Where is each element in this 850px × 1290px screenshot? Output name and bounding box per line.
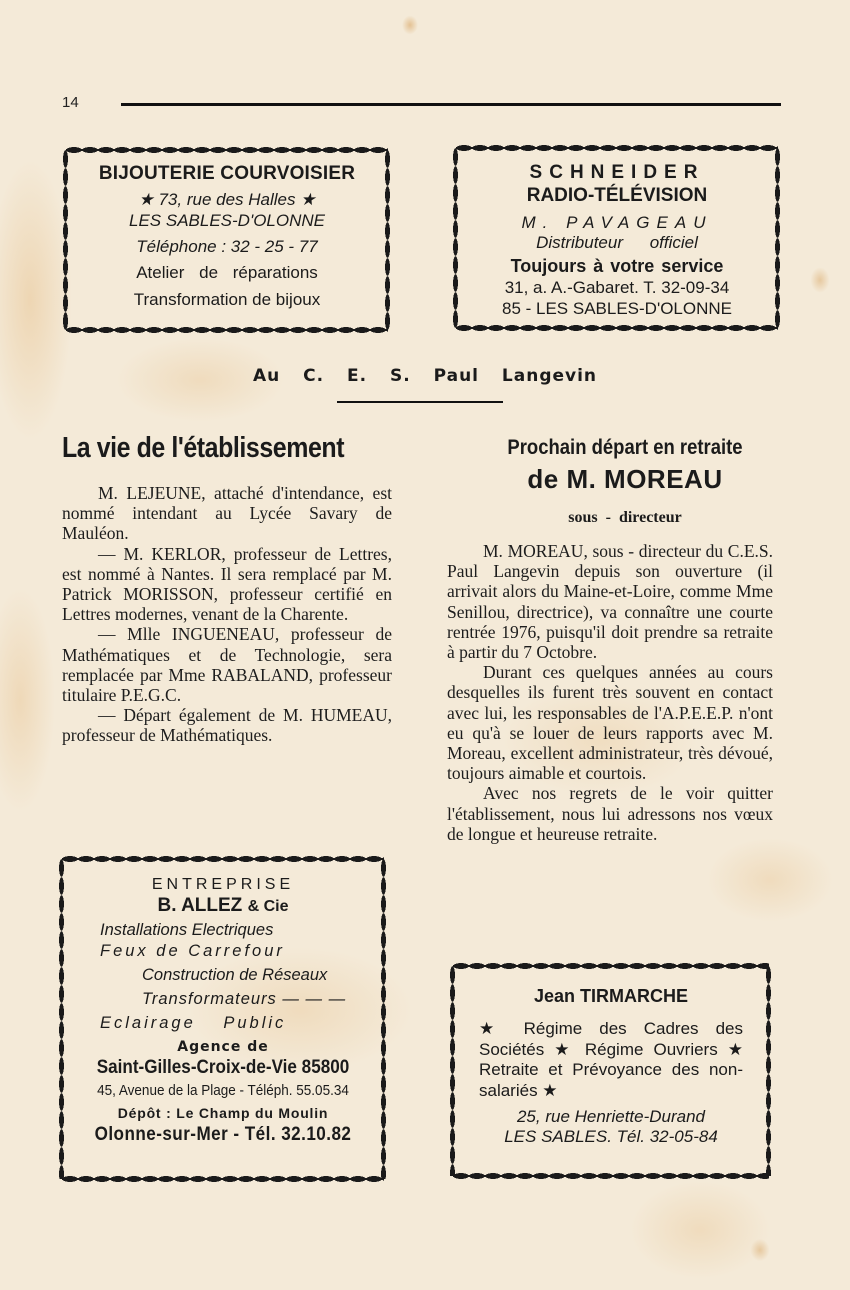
ad-service: Installations Electriques: [100, 921, 274, 939]
article-paragraph: Durant ces quelques années au cours desquelles ils furent très souvent en contact avec lui, les responsables de l'A.P.E.E.P. n'ont eu qu'à se louer de leurs rapports avec M. Moreau, excellent administrateur, très dévoué, toujours aimable et courtois.: [447, 662, 773, 784]
ad-name: B. ALLEZ: [157, 895, 243, 916]
article-body: [62, 483, 392, 746]
ad-title: BIJOUTERIE COURVOISIER: [98, 163, 356, 184]
ad-tirmarche: [453, 966, 769, 1176]
ad-city: LES SABLES-D'OLONNE: [129, 211, 325, 230]
diamond-border-bottom: [456, 324, 778, 332]
ad-depot: Dépôt : Le Champ du Moulin: [117, 1105, 329, 1121]
article-paragraph: — M. KERLOR, professeur de Lettres, est nommé à Nantes. Il sera remplacé par M. Patrick MORISSON, professeur certifié en Lettres modernes, venant de la Charente.: [62, 543, 392, 625]
ad-address: 25, rue Henriette-Durand: [516, 1107, 706, 1126]
ad-city: LES SABLES. Tél. 32-05-84: [504, 1127, 718, 1146]
ad-agency-city: Saint-Gilles-Croix-de-Vie 85800: [96, 1057, 350, 1078]
ad-agency-address: 45, Avenue de la Plage - Téléph. 55.05.34: [97, 1082, 349, 1099]
section-heading: Au C. E. S. Paul Langevin: [252, 366, 598, 386]
section-rule: [337, 401, 503, 403]
article-paragraph: M. MOREAU, sous - directeur du C.E.S. Paul Langevin depuis son ouverture (il arrivait alors du Maine-et-Loire, comme Mme Senillou, directrice), va connaître une courte rentrée 1976, puisqu'il doit prendre sa retraite à partir du 7 Octobre.: [447, 541, 773, 663]
ad-service: Feux de Carrefour: [100, 942, 285, 960]
ad-address: 31, a. A.-Gabaret. T. 32-09-34: [504, 278, 730, 297]
ad-service: Atelier de réparations: [136, 263, 318, 282]
ad-company-name: [62, 895, 384, 917]
article-title-name: de M. MOREAU: [527, 464, 723, 494]
ad-bijouterie-courvoisier: [66, 150, 388, 330]
header-rule: [121, 103, 781, 106]
article-body: [447, 541, 773, 844]
article-paragraph: Avec nos regrets de le voir quitter l'établissement, nous lui adressons nos vœux de longue et heureuse retraite.: [447, 783, 773, 844]
diamond-border-top: [66, 146, 388, 154]
ad-service: Eclairage Public: [100, 1014, 287, 1032]
ad-label: ENTREPRISE: [151, 876, 295, 893]
article-paragraph: — Mlle INGUENEAU, professeur de Mathématiques et de Technologie, sera remplacée par Mme RABALAND, professeur titulaire P.E.G.C.: [62, 624, 392, 706]
ad-schneider: [456, 148, 778, 328]
article-title: La vie de l'établissement: [62, 432, 345, 464]
ad-role: Distributeur officiel: [536, 233, 698, 252]
article-paragraph: M. LEJEUNE, attaché d'intendance, est nommé intendant au Lycée Savary de Mauléon.: [62, 483, 392, 544]
diamond-border-bottom: [66, 326, 388, 334]
ad-suffix: & Cie: [247, 898, 289, 915]
diamond-border-top: [456, 144, 778, 152]
ad-agency-label: Agence de: [177, 1039, 269, 1055]
ad-address: ★ 73, rue des Halles ★: [138, 190, 316, 209]
ad-service: Construction de Réseaux: [142, 966, 328, 984]
ad-service: Transformation de bijoux: [133, 290, 321, 309]
ad-name: Jean TIRMARCHE: [533, 986, 689, 1006]
ad-category: RADIO-TÉLÉVISION: [526, 185, 708, 206]
diamond-border-left: [449, 966, 457, 1176]
ad-phone: Téléphone : 32 - 25 - 77: [136, 237, 318, 256]
diamond-border-bottom: [453, 1172, 769, 1180]
diamond-border-left: [62, 150, 70, 330]
diamond-border-right: [765, 966, 773, 1176]
ad-owner: M. PAVAGEAU: [521, 213, 713, 232]
diamond-border-right: [774, 148, 782, 328]
diamond-border-top: [453, 962, 769, 970]
ad-service: Transformateurs — — —: [142, 990, 347, 1008]
diamond-border-right: [380, 859, 388, 1179]
ad-city: 85 - LES SABLES-D'OLONNE: [502, 299, 732, 318]
article-subtitle: sous - directeur: [568, 509, 682, 526]
article-paragraph: — Départ également de M. HUMEAU, professeur de Mathématiques.: [62, 705, 392, 746]
diamond-border-top: [62, 855, 384, 863]
ad-allez: [62, 859, 384, 1179]
diamond-border-left: [452, 148, 460, 328]
ad-depot-city: Olonne-sur-Mer - Tél. 32.10.82: [94, 1124, 352, 1145]
diamond-border-left: [58, 859, 66, 1179]
ad-slogan: Toujours à votre service: [510, 256, 724, 276]
article-title: Prochain départ en retraite: [507, 436, 743, 459]
ad-body: ★ Régime des Cadres des Sociétés ★ Régime Ouvriers ★ Retraite et Prévoyance des non-salariés ★: [479, 1019, 743, 1100]
page-number: 14: [62, 94, 79, 111]
diamond-border-right: [384, 150, 392, 330]
ad-brand: SCHNEIDER: [529, 162, 705, 183]
diamond-border-bottom: [62, 1175, 384, 1183]
